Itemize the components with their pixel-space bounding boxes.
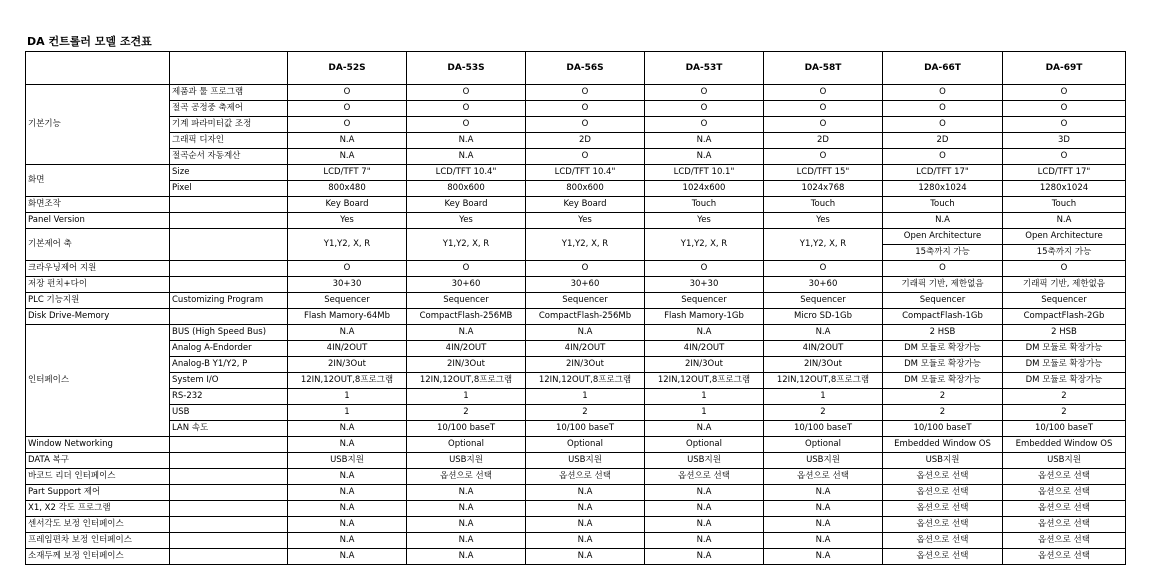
value-cell: 800x600 xyxy=(526,181,645,197)
value-cell: N.A xyxy=(288,549,407,565)
value-cell: Sequencer xyxy=(764,293,883,309)
value-cell: N.A xyxy=(764,533,883,549)
value-cell: O xyxy=(645,261,764,277)
value-cell: LCD/TFT 10.1" xyxy=(645,165,764,181)
row-sub-label xyxy=(170,197,288,213)
value-cell: Y1,Y2, X, R xyxy=(645,229,764,261)
row-sub-label: Analog-B Y1/Y2, P xyxy=(170,357,288,373)
value-cell: 옵션으로 선택 xyxy=(883,501,1003,517)
value-cell: O xyxy=(288,117,407,133)
row-group-label: 화면조작 xyxy=(26,197,170,213)
row-sub-label xyxy=(170,261,288,277)
model-header: DA-56S xyxy=(526,52,645,85)
value-cell: Optional xyxy=(407,437,526,453)
value-cell: 1 xyxy=(288,405,407,421)
value-cell: 800x480 xyxy=(288,181,407,197)
value-cell: DM 모듈로 확장가능 xyxy=(1003,341,1126,357)
value-cell: LCD/TFT 17" xyxy=(883,165,1003,181)
value-cell: LCD/TFT 10.4" xyxy=(526,165,645,181)
value-cell: Optional xyxy=(645,437,764,453)
value-cell: 12IN,12OUT,8프로그램 xyxy=(645,373,764,389)
value-cell: N.A xyxy=(645,485,764,501)
value-cell: N.A xyxy=(645,517,764,533)
table-row xyxy=(26,325,1126,341)
value-cell: O xyxy=(645,85,764,101)
value-cell: 30+60 xyxy=(526,277,645,293)
row-group-label: Panel Version xyxy=(26,213,170,229)
row-sub-label: 절곡순서 자동계산 xyxy=(170,149,288,165)
value-cell: O xyxy=(526,85,645,101)
row-sub-label xyxy=(170,517,288,533)
value-cell: O xyxy=(645,101,764,117)
value-cell: N.A xyxy=(764,501,883,517)
value-cell: 2D xyxy=(883,133,1003,149)
row-sub-label xyxy=(170,453,288,469)
row-group-label: 센서각도 보정 인터페이스 xyxy=(26,517,170,533)
value-cell: Yes xyxy=(288,213,407,229)
value-cell: O xyxy=(407,101,526,117)
row-sub-label: 기계 파라미터값 조정 xyxy=(170,117,288,133)
row-sub-label: Analog A-Endorder xyxy=(170,341,288,357)
model-header: DA-53S xyxy=(407,52,526,85)
value-cell: Yes xyxy=(407,213,526,229)
row-sub-label xyxy=(170,501,288,517)
value-cell: USB지원 xyxy=(883,453,1003,469)
table-row xyxy=(26,293,1126,309)
value-cell: Key Board xyxy=(526,197,645,213)
model-comparison-table xyxy=(25,51,1126,565)
table-row xyxy=(26,469,1126,485)
value-cell-line: 15축까지 가능 xyxy=(1036,247,1092,257)
value-cell: O xyxy=(883,101,1003,117)
value-cell: 2IN/3Out xyxy=(288,357,407,373)
value-cell: Micro SD-1Gb xyxy=(764,309,883,325)
value-cell: N.A xyxy=(407,133,526,149)
row-sub-label xyxy=(170,437,288,453)
value-cell: N.A xyxy=(407,485,526,501)
row-sub-label: Customizing Program xyxy=(170,293,288,309)
value-cell: N.A xyxy=(288,325,407,341)
value-cell: Sequencer xyxy=(526,293,645,309)
value-cell: N.A xyxy=(645,549,764,565)
value-cell: 2IN/3Out xyxy=(764,357,883,373)
value-cell: O xyxy=(526,101,645,117)
value-cell: 옵션으로 선택 xyxy=(883,517,1003,533)
table-row xyxy=(26,165,1126,181)
value-cell: O xyxy=(1003,261,1126,277)
value-cell: Touch xyxy=(645,197,764,213)
value-cell: Key Board xyxy=(288,197,407,213)
table-row xyxy=(26,85,1126,101)
value-cell: 옵션으로 선택 xyxy=(1003,485,1126,501)
value-cell: 옵션으로 선택 xyxy=(883,533,1003,549)
row-group-label: PLC 기능지원 xyxy=(26,293,170,309)
row-sub-label: Pixel xyxy=(170,181,288,197)
value-cell: 1 xyxy=(645,389,764,405)
row-sub-label xyxy=(170,277,288,293)
row-sub-label: System I/O xyxy=(170,373,288,389)
page-title: DA 컨트롤러 모델 조견표 xyxy=(27,35,152,48)
value-cell: N.A xyxy=(883,213,1003,229)
value-cell: N.A xyxy=(645,421,764,437)
value-cell: 2 xyxy=(883,405,1003,421)
value-cell: USB지원 xyxy=(526,453,645,469)
value-cell: 1 xyxy=(764,389,883,405)
value-cell: 4IN/2OUT xyxy=(526,341,645,357)
value-cell: N.A xyxy=(288,485,407,501)
value-cell: N.A xyxy=(526,501,645,517)
value-cell: N.A xyxy=(407,517,526,533)
value-cell: N.A xyxy=(1003,213,1126,229)
value-cell: Yes xyxy=(764,213,883,229)
value-cell: CompactFlash-256Mb xyxy=(526,309,645,325)
value-cell: O xyxy=(1003,101,1126,117)
value-cell: 옵션으로 선택 xyxy=(1003,549,1126,565)
value-cell: 800x600 xyxy=(407,181,526,197)
value-cell: 옵션으로 선택 xyxy=(883,469,1003,485)
value-cell: Flash Mamory-1Gb xyxy=(645,309,764,325)
row-group-label: 화면 xyxy=(26,165,170,197)
value-cell: O xyxy=(288,261,407,277)
row-sub-label: RS-232 xyxy=(170,389,288,405)
value-cell: 12IN,12OUT,8프로그램 xyxy=(407,373,526,389)
value-cell: N.A xyxy=(645,533,764,549)
value-cell: 1024x768 xyxy=(764,181,883,197)
value-cell: 1280x1024 xyxy=(1003,181,1126,197)
table-row xyxy=(26,261,1126,277)
value-cell: Embedded Window OS xyxy=(883,437,1003,453)
value-cell: N.A xyxy=(764,325,883,341)
row-group-label: 기본제어 축 xyxy=(26,229,170,261)
value-cell: 10/100 baseT xyxy=(1003,421,1126,437)
row-sub-label xyxy=(170,549,288,565)
value-cell: N.A xyxy=(526,485,645,501)
value-cell: Touch xyxy=(883,197,1003,213)
value-cell: 1024x600 xyxy=(645,181,764,197)
value-cell: O xyxy=(288,85,407,101)
value-cell: 12IN,12OUT,8프로그램 xyxy=(526,373,645,389)
value-cell-line: Open Architecture xyxy=(883,229,1002,245)
value-cell: 30+30 xyxy=(645,277,764,293)
value-cell: N.A xyxy=(288,437,407,453)
header-blank-cell xyxy=(26,52,170,85)
model-header: DA-58T xyxy=(764,52,883,85)
row-group-label: Window Networking xyxy=(26,437,170,453)
value-cell: Sequencer xyxy=(288,293,407,309)
table-row xyxy=(26,133,1126,149)
table-row xyxy=(26,437,1126,453)
value-cell: O xyxy=(526,117,645,133)
value-cell: O xyxy=(883,85,1003,101)
value-cell: CompactFlash-2Gb xyxy=(1003,309,1126,325)
value-cell-stacked xyxy=(883,229,1003,261)
value-cell: N.A xyxy=(407,549,526,565)
value-cell: 옵션으로 선택 xyxy=(1003,469,1126,485)
value-cell: Embedded Window OS xyxy=(1003,437,1126,453)
value-cell: N.A xyxy=(288,469,407,485)
value-cell: DM 모듈로 확장가능 xyxy=(883,341,1003,357)
table-row xyxy=(26,373,1126,389)
value-cell: O xyxy=(407,117,526,133)
model-header: DA-53T xyxy=(645,52,764,85)
row-sub-label xyxy=(170,229,288,261)
value-cell-line: Open Architecture xyxy=(1003,229,1125,245)
value-cell: N.A xyxy=(288,517,407,533)
value-cell: DM 모듈로 확장가능 xyxy=(883,373,1003,389)
value-cell: 4IN/2OUT xyxy=(288,341,407,357)
value-cell: 12IN,12OUT,8프로그램 xyxy=(288,373,407,389)
value-cell: O xyxy=(645,117,764,133)
model-header: DA-69T xyxy=(1003,52,1126,85)
value-cell: LCD/TFT 7" xyxy=(288,165,407,181)
value-cell: 2 xyxy=(407,405,526,421)
value-cell: N.A xyxy=(764,485,883,501)
value-cell: Y1,Y2, X, R xyxy=(526,229,645,261)
table-row xyxy=(26,197,1126,213)
value-cell: 30+60 xyxy=(407,277,526,293)
value-cell: 30+30 xyxy=(288,277,407,293)
value-cell: 2IN/3Out xyxy=(645,357,764,373)
value-cell: Sequencer xyxy=(407,293,526,309)
value-cell: O xyxy=(288,101,407,117)
value-cell: N.A xyxy=(526,533,645,549)
table-row xyxy=(26,213,1126,229)
table-row xyxy=(26,341,1126,357)
table-row xyxy=(26,421,1126,437)
value-cell: N.A xyxy=(288,133,407,149)
value-cell: 옵션으로 선택 xyxy=(1003,501,1126,517)
value-cell: N.A xyxy=(407,149,526,165)
value-cell: O xyxy=(526,149,645,165)
value-cell: N.A xyxy=(288,501,407,517)
value-cell-stacked xyxy=(1003,229,1126,261)
row-group-label: X1, X2 각도 프로그램 xyxy=(26,501,170,517)
model-header: DA-66T xyxy=(883,52,1003,85)
value-cell: CompactFlash-256MB xyxy=(407,309,526,325)
value-cell: USB지원 xyxy=(407,453,526,469)
value-cell: Y1,Y2, X, R xyxy=(407,229,526,261)
value-cell: Sequencer xyxy=(1003,293,1126,309)
value-cell: 옵션으로 선택 xyxy=(407,469,526,485)
value-cell: 12IN,12OUT,8프로그램 xyxy=(764,373,883,389)
value-cell: 10/100 baseT xyxy=(526,421,645,437)
value-cell: 2IN/3Out xyxy=(526,357,645,373)
row-sub-label: 제품과 툴 프로그램 xyxy=(170,85,288,101)
value-cell: 2 HSB xyxy=(883,325,1003,341)
value-cell: LCD/TFT 15" xyxy=(764,165,883,181)
value-cell: N.A xyxy=(764,517,883,533)
table-row xyxy=(26,485,1126,501)
row-sub-label xyxy=(170,469,288,485)
value-cell: O xyxy=(764,85,883,101)
table-body xyxy=(26,85,1126,565)
table-row xyxy=(26,357,1126,373)
value-cell: 1 xyxy=(526,389,645,405)
value-cell: 30+60 xyxy=(764,277,883,293)
value-cell: 2IN/3Out xyxy=(407,357,526,373)
table-row xyxy=(26,389,1126,405)
value-cell: 1280x1024 xyxy=(883,181,1003,197)
value-cell: 2 xyxy=(764,405,883,421)
table-row xyxy=(26,517,1126,533)
row-group-label: 소재두께 보정 인터페이스 xyxy=(26,549,170,565)
value-cell: 2 xyxy=(1003,389,1126,405)
value-cell: O xyxy=(764,149,883,165)
value-cell: O xyxy=(883,149,1003,165)
value-cell: Yes xyxy=(526,213,645,229)
table-row xyxy=(26,549,1126,565)
value-cell: 1 xyxy=(288,389,407,405)
value-cell: O xyxy=(407,261,526,277)
value-cell: N.A xyxy=(526,325,645,341)
value-cell: O xyxy=(764,101,883,117)
value-cell: Key Board xyxy=(407,197,526,213)
value-cell: 옵션으로 선택 xyxy=(526,469,645,485)
value-cell: O xyxy=(526,261,645,277)
row-sub-label xyxy=(170,213,288,229)
value-cell: N.A xyxy=(288,421,407,437)
value-cell: Touch xyxy=(764,197,883,213)
table-row xyxy=(26,181,1126,197)
model-header: DA-52S xyxy=(288,52,407,85)
value-cell: 옵션으로 선택 xyxy=(645,469,764,485)
value-cell: 옵션으로 선택 xyxy=(883,485,1003,501)
header-blank-cell xyxy=(170,52,288,85)
row-group-label: 바코드 리더 인터페이스 xyxy=(26,469,170,485)
value-cell: LCD/TFT 17" xyxy=(1003,165,1126,181)
value-cell: O xyxy=(407,85,526,101)
value-cell: Sequencer xyxy=(883,293,1003,309)
value-cell: 4IN/2OUT xyxy=(764,341,883,357)
value-cell: DM 모듈로 확장가능 xyxy=(883,357,1003,373)
value-cell: N.A xyxy=(288,149,407,165)
value-cell: N.A xyxy=(526,549,645,565)
value-cell: 기래픽 기반, 제한없음 xyxy=(883,277,1003,293)
value-cell: CompactFlash-1Gb xyxy=(883,309,1003,325)
value-cell: USB지원 xyxy=(1003,453,1126,469)
value-cell: N.A xyxy=(645,325,764,341)
value-cell: 2 xyxy=(526,405,645,421)
value-cell: Y1,Y2, X, R xyxy=(288,229,407,261)
value-cell: 10/100 baseT xyxy=(764,421,883,437)
value-cell: N.A xyxy=(526,517,645,533)
value-cell: O xyxy=(883,117,1003,133)
value-cell: O xyxy=(764,261,883,277)
table-row xyxy=(26,149,1126,165)
value-cell: Sequencer xyxy=(645,293,764,309)
value-cell: 2D xyxy=(764,133,883,149)
value-cell: 10/100 baseT xyxy=(883,421,1003,437)
row-group-label: Part Support 제어 xyxy=(26,485,170,501)
row-group-label: 저장 펀치+다이 xyxy=(26,277,170,293)
table-row xyxy=(26,405,1126,421)
row-sub-label xyxy=(170,533,288,549)
value-cell: LCD/TFT 10.4" xyxy=(407,165,526,181)
value-cell: O xyxy=(764,117,883,133)
value-cell: N.A xyxy=(407,325,526,341)
value-cell: USB지원 xyxy=(645,453,764,469)
table-row xyxy=(26,101,1126,117)
row-sub-label: 절곡 공정중 축제어 xyxy=(170,101,288,117)
value-cell: 3D xyxy=(1003,133,1126,149)
value-cell: 4IN/2OUT xyxy=(645,341,764,357)
value-cell: 2D xyxy=(526,133,645,149)
value-cell: Optional xyxy=(764,437,883,453)
value-cell: N.A xyxy=(645,501,764,517)
row-group-label: 프레임편차 보정 인터페이스 xyxy=(26,533,170,549)
row-sub-label: 그래픽 디자인 xyxy=(170,133,288,149)
row-group-label: 인터페이스 xyxy=(26,325,170,437)
value-cell: 옵션으로 선택 xyxy=(1003,517,1126,533)
row-sub-label: LAN 속도 xyxy=(170,421,288,437)
row-sub-label: Size xyxy=(170,165,288,181)
value-cell: 1 xyxy=(645,405,764,421)
value-cell: USB지원 xyxy=(764,453,883,469)
row-group-label: 크라우닝제어 지원 xyxy=(26,261,170,277)
value-cell: N.A xyxy=(407,501,526,517)
value-cell: Flash Mamory-64Mb xyxy=(288,309,407,325)
row-group-label: Disk Drive-Memory xyxy=(26,309,170,325)
value-cell: 기래픽 기반, 제한없음 xyxy=(1003,277,1126,293)
value-cell: 옵션으로 선택 xyxy=(883,549,1003,565)
value-cell: O xyxy=(1003,117,1126,133)
table-row xyxy=(26,533,1126,549)
value-cell: O xyxy=(1003,149,1126,165)
value-cell-line: 15축까지 가능 xyxy=(915,247,970,257)
value-cell: O xyxy=(1003,85,1126,101)
row-sub-label: USB xyxy=(170,405,288,421)
value-cell: 4IN/2OUT xyxy=(407,341,526,357)
row-sub-label: BUS (High Speed Bus) xyxy=(170,325,288,341)
value-cell: Y1,Y2, X, R xyxy=(764,229,883,261)
value-cell: N.A xyxy=(288,533,407,549)
value-cell: N.A xyxy=(764,549,883,565)
table-row xyxy=(26,501,1126,517)
value-cell: 2 HSB xyxy=(1003,325,1126,341)
value-cell: N.A xyxy=(645,149,764,165)
value-cell: USB지원 xyxy=(288,453,407,469)
value-cell: Optional xyxy=(526,437,645,453)
value-cell: N.A xyxy=(645,133,764,149)
table-row xyxy=(26,229,1126,261)
value-cell: 1 xyxy=(407,389,526,405)
row-sub-label xyxy=(170,309,288,325)
value-cell: N.A xyxy=(407,533,526,549)
value-cell: Yes xyxy=(645,213,764,229)
value-cell: Touch xyxy=(1003,197,1126,213)
table-row xyxy=(26,277,1126,293)
table-row xyxy=(26,453,1126,469)
value-cell: 2 xyxy=(1003,405,1126,421)
value-cell: 옵션으로 선택 xyxy=(764,469,883,485)
value-cell: DM 모듈로 확장가능 xyxy=(1003,357,1126,373)
value-cell: DM 모듈로 확장가능 xyxy=(1003,373,1126,389)
value-cell: 2 xyxy=(883,389,1003,405)
value-cell: 10/100 baseT xyxy=(407,421,526,437)
value-cell: 옵션으로 선택 xyxy=(1003,533,1126,549)
row-group-label: DATA 복구 xyxy=(26,453,170,469)
row-group-label: 기본기능 xyxy=(26,85,170,165)
value-cell: O xyxy=(883,261,1003,277)
table-row xyxy=(26,309,1126,325)
header-row xyxy=(26,52,1126,85)
row-sub-label xyxy=(170,485,288,501)
table-row xyxy=(26,117,1126,133)
